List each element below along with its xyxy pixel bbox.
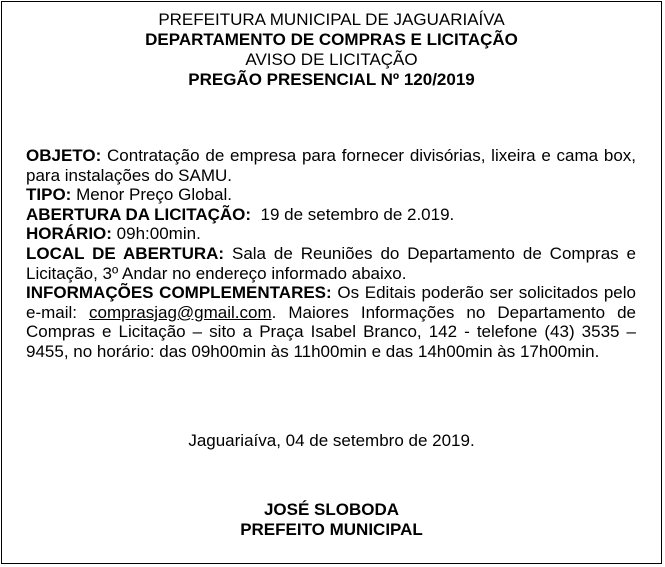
informacoes-label: INFORMAÇÕES COMPLEMENTARES: xyxy=(26,283,332,303)
municipality-title: PREFEITURA MUNICIPAL DE JAGUARIAÍVA xyxy=(158,10,505,29)
informacoes-text-after: . Maiores Informações no Departamento de Compras e Licitação – sito a Praça Isabel Branco, 142 - telefone (43) 3535 – 9455, no horário: das 09h00min às 11h00min e das 14h00min às 17h00min. xyxy=(26,302,636,361)
tender-number: PREGÃO PRESENCIAL Nº 120/2019 xyxy=(188,70,475,89)
objeto-paragraph xyxy=(26,146,636,185)
local-paragraph xyxy=(26,244,636,283)
signatory-title: PREFEITO MUNICIPAL xyxy=(240,520,423,539)
informacoes-text-before: Os Editais poderão ser solicitados pelo e-mail: xyxy=(26,283,636,322)
horario-label: HORÁRIO: xyxy=(26,224,112,244)
notice-body xyxy=(26,146,636,362)
abertura-paragraph xyxy=(26,205,636,225)
department-title: DEPARTAMENTO DE COMPRAS E LICITAÇÃO xyxy=(145,30,518,49)
tipo-text: Menor Preço Global. xyxy=(71,185,232,205)
horario-text: 09h:00min. xyxy=(111,224,201,244)
abertura-text: 19 de setembro de 2.019. xyxy=(251,204,455,224)
horario-paragraph xyxy=(26,224,636,244)
tipo-paragraph xyxy=(26,185,636,205)
local-text: Sala de Reuniões do Departamento de Compras e Licitação, 3º Andar no endereço informado abaixo. xyxy=(26,243,636,283)
informacoes-paragraph xyxy=(26,283,636,361)
notice-type: AVISO DE LICITAÇÃO xyxy=(245,50,418,69)
objeto-label: OBJETO: xyxy=(26,146,102,165)
objeto-text: Contratação de empresa para fornecer divisórias, lixeira e cama box, para instalações do SAMU. xyxy=(26,146,636,185)
email-link[interactable]: comprasjag@gmail.com xyxy=(89,302,272,322)
signature-block xyxy=(2,500,661,540)
tipo-label: TIPO: xyxy=(26,185,72,205)
local-label: LOCAL DE ABERTURA: xyxy=(26,243,225,263)
signatory-name: JOSÉ SLOBODA xyxy=(263,500,400,519)
notice-frame xyxy=(1,1,662,564)
notice-header xyxy=(2,10,661,90)
abertura-label: ABERTURA DA LICITAÇÃO: xyxy=(26,204,252,224)
date-line: Jaguariaíva, 04 de setembro de 2019. xyxy=(188,431,475,450)
